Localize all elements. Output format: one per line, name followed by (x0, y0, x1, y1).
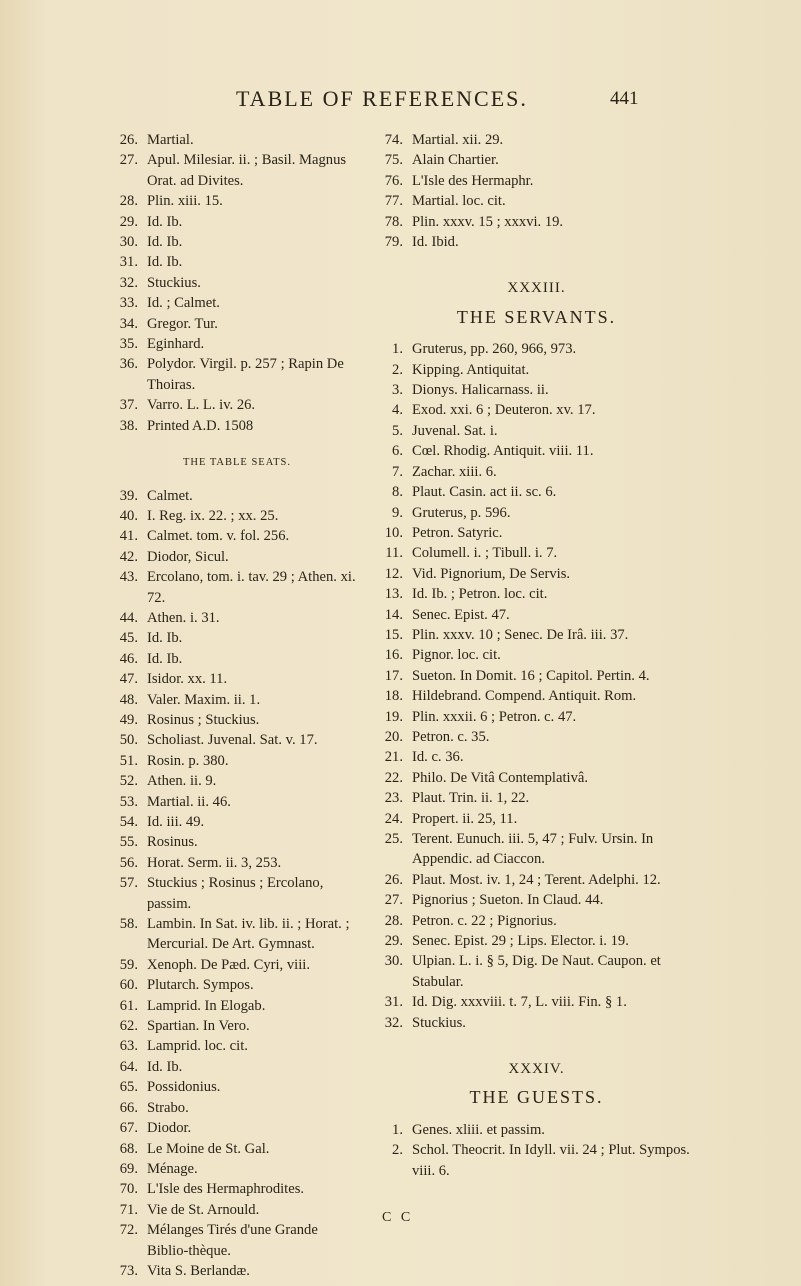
reference-entry (379, 150, 694, 170)
reference-entry (379, 339, 694, 359)
entry-number: 23. (384, 790, 403, 807)
reference-entry (379, 380, 694, 400)
entry-number: 69. (119, 1160, 138, 1177)
section-number-xxxiv: XXXIV. (508, 1061, 565, 1078)
left-entries-a (114, 130, 360, 436)
reference-entry (114, 1118, 360, 1138)
entry-number: 40. (119, 507, 138, 524)
reference-entry (114, 955, 360, 975)
reference-entry (114, 608, 360, 628)
entry-text: Lamprid. In Elogab. (147, 997, 266, 1014)
entry-text: Ercolano, tom. i. tav. 29 ; Athen. xi. 72. (147, 569, 356, 606)
entry-number: 3. (392, 382, 403, 399)
entry-text: Id. Ib. (147, 650, 183, 667)
entry-text: Martial. xii. 29. (412, 132, 504, 148)
entry-text: Printed A.D. 1508 (147, 417, 254, 434)
reference-entry (379, 503, 694, 523)
reference-entry (379, 360, 694, 380)
entry-text: Id. Ib. (147, 1058, 183, 1075)
entry-text: Schol. Theocrit. In Idyll. vii. 24 ; Plut. Sympos. viii. 6. (412, 1142, 690, 1179)
entry-text: Id. iii. 49. (147, 814, 205, 830)
entry-number: 48. (119, 691, 138, 708)
entry-text: Stuckius. (412, 1014, 466, 1031)
entry-number: 58. (119, 916, 138, 933)
reference-entry (114, 1057, 360, 1077)
reference-entry (114, 873, 360, 914)
entry-number: 77. (384, 193, 403, 210)
entry-number: 41. (119, 528, 138, 545)
entry-number: 71. (119, 1201, 138, 1218)
entry-number: 38. (119, 417, 138, 434)
entry-number: 66. (119, 1099, 138, 1116)
entry-text: Id. Ib. ; Petron. loc. cit. (412, 586, 548, 603)
entry-number: 47. (119, 671, 138, 688)
entry-text: Id. c. 36. (412, 749, 464, 766)
entry-number: 65. (119, 1079, 138, 1096)
entry-text: Vie de St. Arnould. (147, 1201, 260, 1218)
reference-entry (114, 334, 360, 354)
reference-entry (379, 625, 694, 645)
entry-number: 24. (384, 810, 403, 827)
reference-entry (379, 191, 694, 211)
reference-entry (379, 931, 694, 951)
entry-text: Zachar. xiii. 6. (412, 463, 497, 480)
reference-entry (379, 809, 694, 829)
reference-entry (379, 421, 694, 441)
entry-text: Martial. loc. cit. (412, 193, 506, 210)
entry-text: Eginhard. (147, 336, 205, 353)
entry-number: 63. (119, 1038, 138, 1055)
reference-entry (114, 1016, 360, 1036)
entry-text: Stuckius ; Rosinus ; Ercolano, passim. (147, 875, 324, 912)
entry-number: 55. (119, 834, 138, 851)
entry-text: Petron. Satyric. (412, 524, 503, 541)
left-entries-b (114, 486, 360, 1282)
entry-number: 70. (119, 1181, 138, 1198)
entry-text: Dionys. Halicarnass. ii. (412, 382, 549, 399)
entry-number: 26. (384, 871, 403, 888)
entry-text: Rosinus ; Stuckius. (147, 711, 260, 728)
entry-text: Id. Ib. (147, 213, 183, 230)
entry-text: Exod. xxi. 6 ; Deuteron. xv. 17. (412, 402, 596, 419)
entry-number: 56. (119, 854, 138, 871)
reference-entry (379, 870, 694, 890)
entry-text: Cœl. Rhodig. Antiquit. viii. 11. (412, 443, 594, 460)
reference-entry (379, 951, 694, 992)
entry-number: 74. (384, 132, 403, 148)
header-title: TABLE OF REFERENCES. (236, 86, 528, 111)
page-number: 441 (610, 88, 639, 109)
entry-number: 60. (119, 977, 138, 994)
reference-entry (379, 686, 694, 706)
entry-number: 62. (119, 1018, 138, 1035)
entry-number: 59. (119, 956, 138, 973)
reference-entry (114, 832, 360, 852)
entry-text: Gregor. Tur. (147, 315, 218, 332)
entry-text: Plaut. Trin. ii. 1, 22. (412, 790, 530, 807)
entry-text: Petron. c. 35. (412, 728, 490, 745)
reference-entry (114, 212, 360, 232)
entry-text: Apul. Milesiar. ii. ; Basil. Magnus Orat. ad Divites. (147, 152, 347, 189)
entry-number: 64. (119, 1058, 138, 1075)
entry-text: Calmet. tom. v. fol. 256. (147, 528, 290, 545)
reference-entry (114, 1077, 360, 1097)
entry-number: 28. (384, 912, 403, 929)
reference-entry (379, 171, 694, 191)
entry-number: 13. (384, 586, 403, 603)
entry-text: Juvenal. Sat. i. (412, 422, 498, 439)
entry-text: Id. Dig. xxxviii. t. 7, L. viii. Fin. § 1. (412, 994, 627, 1011)
reference-entry (114, 354, 360, 395)
entry-text: Propert. ii. 25, 11. (412, 810, 518, 827)
reference-entry (114, 1220, 360, 1261)
entry-text: Martial. (147, 132, 194, 148)
entry-number: 57. (119, 875, 138, 892)
reference-entry (379, 1140, 694, 1181)
entry-text: Plin. xiii. 15. (147, 193, 223, 210)
entry-number: 53. (119, 793, 138, 810)
entry-text: Hildebrand. Compend. Antiquit. Rom. (412, 688, 637, 705)
entry-text: Id. Ib. (147, 254, 183, 271)
reference-entry (379, 747, 694, 767)
reference-entry (379, 605, 694, 625)
entry-number: 42. (119, 548, 138, 565)
entry-text: Athen. i. 31. (147, 609, 220, 626)
reference-entry (379, 992, 694, 1012)
entry-number: 31. (384, 994, 403, 1011)
entry-text: Possidonius. (147, 1079, 221, 1096)
entry-number: 20. (384, 728, 403, 745)
reference-entry (379, 911, 694, 931)
reference-entry (114, 1200, 360, 1220)
entry-text: Rosinus. (147, 834, 198, 851)
running-header (0, 86, 801, 116)
entry-number: 26. (119, 132, 138, 148)
reference-entry (114, 996, 360, 1016)
entry-text: L'Isle des Hermaphr. (412, 172, 534, 189)
section-title-guests: THE GUESTS. (469, 1087, 604, 1108)
entry-number: 16. (384, 647, 403, 664)
entry-number: 73. (119, 1262, 138, 1279)
reference-entry (114, 1036, 360, 1056)
reference-entry (379, 462, 694, 482)
entry-number: 14. (384, 606, 403, 623)
entry-number: 33. (119, 295, 138, 312)
entry-number: 39. (119, 487, 138, 504)
reference-entry (114, 812, 360, 832)
entry-number: 15. (384, 626, 403, 643)
reference-entry (379, 523, 694, 543)
reference-entry (379, 543, 694, 563)
reference-entry (114, 669, 360, 689)
entry-text: Polydor. Virgil. p. 257 ; Rapin De Thoiras. (147, 356, 344, 393)
entry-number: 45. (119, 630, 138, 647)
reference-entry (114, 567, 360, 608)
entry-number: 49. (119, 711, 138, 728)
entry-text: Genes. xliii. et passim. (412, 1121, 545, 1138)
reference-entry (114, 150, 360, 191)
entry-text: Pignorius ; Sueton. In Claud. 44. (412, 892, 604, 909)
entry-text: Id. ; Calmet. (147, 295, 220, 312)
reference-entry (114, 1139, 360, 1159)
reference-entry (114, 232, 360, 252)
entry-number: 27. (384, 892, 403, 909)
entry-number: 9. (392, 504, 403, 521)
entry-number: 6. (392, 443, 403, 460)
entry-text: Isidor. xx. 11. (147, 671, 228, 688)
entry-number: 12. (384, 565, 403, 582)
entry-number: 46. (119, 650, 138, 667)
reference-entry (379, 727, 694, 747)
entry-number: 54. (119, 814, 138, 830)
entry-text: Mélanges Tirés d'une Grande Biblio-thèque. (147, 1222, 318, 1259)
entry-text: Id. Ibid. (412, 234, 459, 251)
reference-entry (114, 914, 360, 955)
reference-entry (114, 191, 360, 211)
reference-entry (114, 792, 360, 812)
reference-entry (114, 751, 360, 771)
reference-entry (114, 853, 360, 873)
reference-entry (379, 788, 694, 808)
entry-text: Vid. Pignorium, De Servis. (412, 565, 571, 582)
entry-number: 72. (119, 1222, 138, 1239)
reference-entry (114, 293, 360, 313)
entry-number: 1. (392, 1121, 403, 1138)
reference-entry (114, 710, 360, 730)
entry-number: 27. (119, 152, 138, 169)
entry-text: Vita S. Berlandæ. (147, 1262, 250, 1279)
entry-text: Rosin. p. 380. (147, 752, 229, 769)
entry-number: 4. (392, 402, 403, 419)
reference-entry (379, 1013, 694, 1033)
entry-text: Diodor, Sicul. (147, 548, 229, 565)
entry-text: Lambin. In Sat. iv. lib. ii. ; Horat. ; Mercurial. De Art. Gymnast. (147, 916, 350, 953)
entry-number: 7. (392, 463, 403, 480)
entry-number: 11. (385, 545, 403, 562)
reference-entry (379, 482, 694, 502)
entry-number: 30. (384, 953, 403, 970)
reference-entry (114, 506, 360, 526)
entry-number: 22. (384, 769, 403, 786)
entry-text: Le Moine de St. Gal. (147, 1140, 270, 1157)
entry-text: L'Isle des Hermaphrodites. (147, 1181, 305, 1198)
entry-text: Xenoph. De Pæd. Cyri, viii. (147, 956, 310, 973)
entry-number: 37. (119, 397, 138, 414)
reference-entry (114, 771, 360, 791)
entry-number: 2. (392, 1142, 403, 1159)
entry-text: Terent. Eunuch. iii. 5, 47 ; Fulv. Ursin. In Appendic. ad Ciaccon. (412, 831, 654, 868)
entry-number: 29. (384, 933, 403, 950)
reference-entry (379, 768, 694, 788)
reference-entry (379, 564, 694, 584)
entry-text: Strabo. (147, 1099, 189, 1116)
entry-text: Horat. Serm. ii. 3, 253. (147, 854, 282, 871)
entry-text: Varro. L. L. iv. 26. (147, 397, 256, 414)
entry-text: Calmet. (147, 487, 193, 504)
right-entries-c (379, 1120, 694, 1181)
entry-number: 32. (384, 1014, 403, 1031)
reference-entry (379, 666, 694, 686)
entry-text: Stuckius. (147, 274, 201, 291)
reference-entry (379, 645, 694, 665)
entry-text: Plutarch. Sympos. (147, 977, 254, 994)
entry-number: 34. (119, 315, 138, 332)
entry-number: 78. (384, 213, 403, 230)
reference-entry (379, 1120, 694, 1140)
reference-entry (114, 486, 360, 506)
entry-number: 17. (384, 667, 403, 684)
entry-text: Plaut. Most. iv. 1, 24 ; Terent. Adelphi. 12. (412, 871, 661, 888)
left-column (114, 130, 360, 1281)
entry-text: I. Reg. ix. 22. ; xx. 25. (147, 507, 279, 524)
entry-text: Id. Ib. (147, 234, 183, 251)
entry-number: 36. (119, 356, 138, 373)
reference-entry (379, 232, 694, 252)
entry-text: Lamprid. loc. cit. (147, 1038, 248, 1055)
entry-text: Ulpian. L. i. § 5, Dig. De Naut. Caupon. et Stabular. (412, 953, 661, 990)
entry-number: 52. (119, 773, 138, 790)
reference-entry (379, 130, 694, 150)
reference-entry (114, 252, 360, 272)
entry-number: 1. (392, 341, 403, 358)
entry-text: Columell. i. ; Tibull. i. 7. (412, 545, 558, 562)
right-column (379, 130, 694, 1181)
entry-number: 25. (384, 831, 403, 847)
entry-number: 51. (119, 752, 138, 769)
entry-text: Athen. ii. 9. (147, 773, 217, 790)
reference-entry (114, 1098, 360, 1118)
entry-text: Plin. xxxv. 15 ; xxxvi. 19. (412, 213, 564, 230)
entry-text: Scholiast. Juvenal. Sat. v. 17. (147, 732, 318, 749)
reference-entry (114, 1179, 360, 1199)
reference-entry (114, 395, 360, 415)
entry-text: Senec. Epist. 29 ; Lips. Elector. i. 19. (412, 933, 629, 950)
reference-entry (379, 212, 694, 232)
entry-number: 18. (384, 688, 403, 705)
entry-number: 10. (384, 524, 403, 541)
entry-number: 30. (119, 234, 138, 251)
entry-number: 67. (119, 1120, 138, 1137)
reference-entry (379, 707, 694, 727)
entry-number: 21. (384, 749, 403, 766)
entry-text: Petron. c. 22 ; Pignorius. (412, 912, 557, 929)
reference-entry (379, 400, 694, 420)
reference-entry (114, 690, 360, 710)
entry-text: Senec. Epist. 47. (412, 606, 510, 623)
entry-text: Id. Ib. (147, 630, 183, 647)
entry-number: 68. (119, 1140, 138, 1157)
entry-number: 32. (119, 274, 138, 291)
entry-text: Plaut. Casin. act ii. sc. 6. (412, 484, 557, 501)
reference-entry (379, 829, 694, 870)
entry-number: 35. (119, 336, 138, 353)
entry-number: 61. (119, 997, 138, 1014)
entry-text: Valer. Maxim. ii. 1. (147, 691, 261, 708)
entry-number: 5. (392, 422, 403, 439)
entry-number: 28. (119, 193, 138, 210)
entry-number: 76. (384, 172, 403, 189)
entry-text: Diodor. (147, 1120, 192, 1137)
reference-entry (114, 649, 360, 669)
reference-entry (114, 1261, 360, 1281)
reference-entry (379, 584, 694, 604)
entry-text: Alain Chartier. (412, 152, 499, 169)
reference-entry (114, 314, 360, 334)
entry-text: Sueton. In Domit. 16 ; Capitol. Pertin. 4. (412, 667, 650, 684)
entry-number: 79. (384, 234, 403, 251)
reference-entry (114, 526, 360, 546)
entry-number: 29. (119, 213, 138, 230)
entry-text: Plin. xxxii. 6 ; Petron. c. 47. (412, 708, 577, 725)
right-entries-b (379, 339, 694, 1033)
entry-text: Plin. xxxv. 10 ; Senec. De Irâ. iii. 37. (412, 626, 629, 643)
signature-mark: C C (382, 1210, 414, 1225)
reference-entry (114, 416, 360, 436)
reference-entry (114, 547, 360, 567)
entry-number: 75. (384, 152, 403, 169)
reference-entry (379, 441, 694, 461)
entry-text: Kipping. Antiquitat. (412, 361, 530, 378)
entry-text: Gruterus, p. 596. (412, 504, 511, 521)
entry-number: 2. (392, 361, 403, 378)
reference-entry (114, 273, 360, 293)
entry-text: Spartian. In Vero. (147, 1018, 250, 1035)
section-title-servants: THE SERVANTS. (456, 306, 617, 327)
entry-text: Martial. ii. 46. (147, 793, 231, 810)
reference-entry (379, 890, 694, 910)
entry-number: 19. (384, 708, 403, 725)
entry-text: Ménage. (147, 1160, 198, 1177)
entry-text: Pignor. loc. cit. (412, 647, 501, 664)
right-entries-a (379, 130, 694, 252)
entry-number: 44. (119, 609, 138, 626)
entry-text: Gruterus, pp. 260, 966, 973. (412, 341, 577, 358)
entry-number: 8. (392, 484, 403, 501)
reference-entry (114, 1159, 360, 1179)
entry-text: Philo. De Vitâ Contemplativâ. (412, 769, 588, 786)
entry-number: 43. (119, 569, 138, 586)
reference-entry (114, 130, 360, 150)
entry-number: 50. (119, 732, 138, 749)
section-heading-table-seats: THE TABLE SEATS. (182, 457, 291, 469)
section-number-xxxiii: XXXIII. (507, 280, 566, 297)
reference-entry (114, 975, 360, 995)
reference-entry (114, 628, 360, 648)
reference-entry (114, 730, 360, 750)
entry-number: 31. (119, 254, 138, 271)
